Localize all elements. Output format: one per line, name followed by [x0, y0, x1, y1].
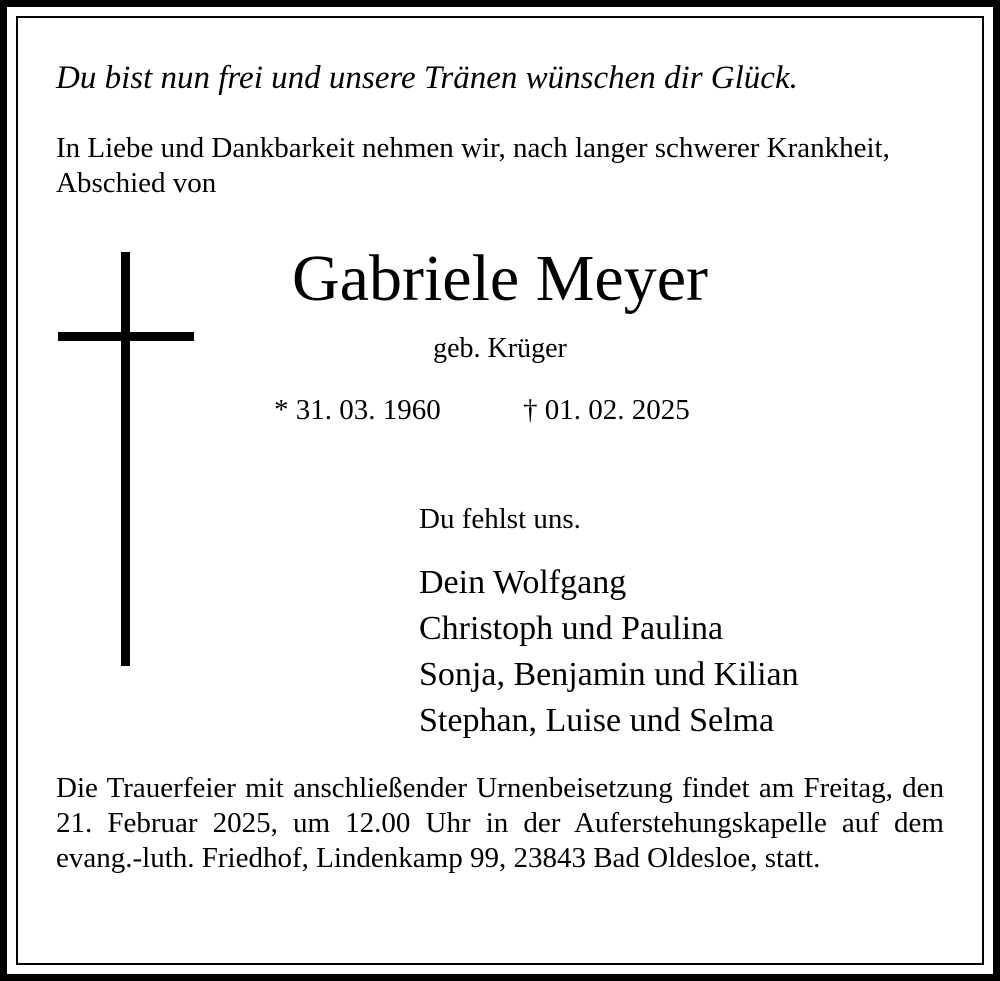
motto-text: Du bist nun frei und unsere Tränen wünschen dir Glück. [56, 60, 798, 96]
cross-icon [58, 252, 194, 666]
intro-text: In Liebe und Dankbarkeit nehmen wir, nach langer schwerer Krankheit, Abschied von [56, 132, 890, 199]
family-member: Christoph und Paulina [419, 610, 724, 647]
death-date: † 01. 02. 2025 [523, 394, 690, 426]
funeral-line: am Freitag, den 21. Februar 2025, um 12.00 Uhr in der [56, 772, 944, 839]
birth-date: * 31. 03. 1960 [274, 394, 441, 426]
funeral-line: Die Trauerfeier mit anschließender Urnenbeisetzung findet [56, 772, 750, 804]
deceased-name: Gabriele Meyer [292, 242, 708, 315]
funeral-line: Auferstehungskapelle auf dem evang.-luth. Friedhof, [56, 807, 944, 874]
family-list [419, 560, 799, 744]
family-member: Dein Wolfgang [419, 564, 627, 601]
family-member: Stephan, Luise und Selma [419, 702, 775, 739]
family-member: Sonja, Benjamin und Kilian [419, 656, 799, 693]
cross-horizontal-bar [58, 332, 194, 341]
cross-vertical-bar [121, 252, 130, 666]
birth-name: geb. Krüger [433, 333, 567, 364]
funeral-info [56, 771, 944, 876]
funeral-line: Lindenkamp 99, 23843 Bad Oldesloe, statt. [316, 842, 821, 874]
missing-line: Du fehlst uns. [419, 503, 581, 535]
